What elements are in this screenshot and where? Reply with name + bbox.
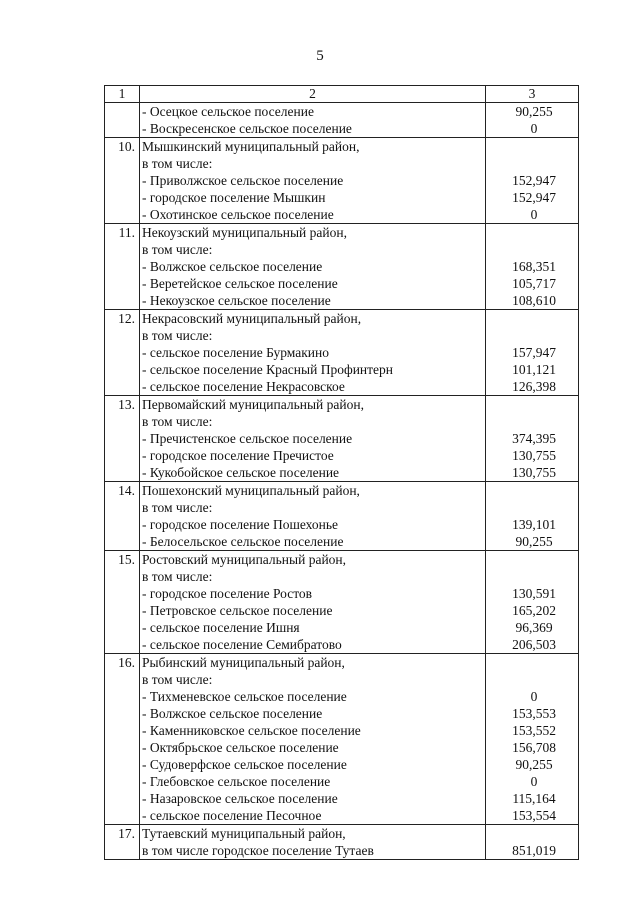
amount-value: 108,610 (512, 293, 556, 308)
amount-value: 90,255 (515, 104, 553, 119)
amount-value: 153,553 (512, 706, 556, 721)
row-number-cell (105, 482, 140, 551)
settlement-name: - городское поселение Ростов (142, 586, 313, 601)
row-number: 15. (118, 552, 135, 567)
amount-value: 130,755 (512, 465, 556, 480)
settlement-name: - Пречистенское сельское поселение (142, 431, 353, 446)
settlement-name: - Белосельское сельское поселение (142, 534, 344, 549)
amount-cell (486, 654, 579, 825)
settlements-table (104, 85, 579, 860)
amount-value: 0 (530, 774, 538, 789)
table-row (105, 224, 579, 310)
table-row (105, 551, 579, 654)
amount-value: 851,019 (512, 843, 556, 858)
row-number-cell (105, 310, 140, 396)
amount-value: 126,398 (512, 379, 556, 394)
amount-value: 152,947 (512, 190, 556, 205)
district-name: Тутаевский муниципальный район, (142, 826, 346, 841)
row-number-cell (105, 551, 140, 654)
district-name: Рыбинский муниципальный район, (142, 655, 345, 670)
amount-value: 153,552 (512, 723, 556, 738)
settlement-name: - Кукобойское сельское поселение (142, 465, 340, 480)
amount-value: 206,503 (512, 637, 556, 652)
district-name-cell (140, 825, 486, 860)
header-col-3: 3 (486, 86, 579, 103)
amount-value (486, 396, 578, 413)
district-name: Некоузский муниципальный район, (142, 225, 347, 240)
settlement-name: в том числе: (142, 672, 213, 687)
row-number: 17. (118, 826, 135, 841)
table-row (105, 396, 579, 482)
settlement-name: - Веретейское сельское поселение (142, 276, 338, 291)
settlement-name: - сельское поселение Ишня (142, 620, 300, 635)
district-name-cell (140, 551, 486, 654)
amount-value: 165,202 (512, 603, 556, 618)
row-number: 12. (118, 311, 135, 326)
amount-value: 152,947 (512, 173, 556, 188)
amount-value: 0 (530, 121, 538, 136)
settlement-name: - городское поселение Мышкин (142, 190, 326, 205)
district-name: Первомайский муниципальный район, (142, 397, 364, 412)
amount-value (486, 413, 578, 430)
amount-value (486, 310, 578, 327)
amount-cell (486, 551, 579, 654)
amount-cell (486, 103, 579, 138)
settlement-name: - сельское поселение Бурмакино (142, 345, 329, 360)
settlement-name: в том числе: (142, 242, 213, 257)
table-row (105, 825, 579, 860)
amount-value (486, 224, 578, 241)
settlement-name: - Октябрьское сельское поселение (142, 740, 339, 755)
district-name-cell (140, 103, 486, 138)
amount-cell (486, 396, 579, 482)
settlement-name: в том числе: (142, 500, 213, 515)
settlement-name: - Некоузское сельское поселение (142, 293, 331, 308)
row-number: 10. (118, 139, 135, 154)
amount-value (486, 825, 578, 842)
table-row (105, 482, 579, 551)
amount-value: 0 (530, 689, 538, 704)
row-number-cell (105, 396, 140, 482)
settlement-name: - Воскресенское сельское поселение (142, 121, 352, 136)
amount-value (486, 327, 578, 344)
amount-value: 157,947 (512, 345, 556, 360)
amount-value (486, 155, 578, 172)
amount-value (486, 138, 578, 155)
settlement-name: - Судоверфское сельское поселение (142, 757, 347, 772)
settlement-name: - сельское поселение Красный Профинтерн (142, 362, 394, 377)
settlement-name: - Волжское сельское поселение (142, 259, 323, 274)
settlement-name: в том числе: (142, 156, 213, 171)
amount-value: 139,101 (512, 517, 556, 532)
settlement-name: в том числе: (142, 414, 213, 429)
district-name-cell (140, 224, 486, 310)
settlement-name: в том числе городское поселение Тутаев (142, 843, 374, 858)
table-row (105, 138, 579, 224)
row-number-cell (105, 825, 140, 860)
district-name-cell (140, 396, 486, 482)
amount-cell (486, 138, 579, 224)
amount-cell (486, 482, 579, 551)
amount-value (486, 654, 578, 671)
row-number-cell (105, 138, 140, 224)
amount-value: 90,255 (515, 534, 553, 549)
row-number-cell (105, 103, 140, 138)
settlement-name: - Осецкое сельское поселение (142, 104, 314, 119)
amount-value: 130,755 (512, 448, 556, 463)
row-number: 16. (118, 655, 135, 670)
amount-value (486, 499, 578, 516)
settlement-name: - Глебовское сельское поселение (142, 774, 331, 789)
settlement-name: - городское поселение Пошехонье (142, 517, 339, 532)
row-number (105, 103, 139, 120)
row-number: 14. (118, 483, 135, 498)
header-col-1: 1 (105, 86, 140, 103)
amount-value: 96,369 (515, 620, 553, 635)
amount-cell (486, 224, 579, 310)
district-name: Мышкинский муниципальный район, (142, 139, 360, 154)
amount-value: 105,717 (512, 276, 556, 291)
table-row (105, 103, 579, 138)
amount-value (486, 671, 578, 688)
settlement-name: в том числе: (142, 569, 213, 584)
amount-value: 0 (530, 207, 538, 222)
table-header-row (105, 86, 579, 103)
amount-value (486, 241, 578, 258)
amount-value: 101,121 (512, 362, 556, 377)
district-name: Некрасовский муниципальный район, (142, 311, 362, 326)
district-name: Пошехонский муниципальный район, (142, 483, 360, 498)
row-number: 13. (118, 397, 135, 412)
settlement-name: - сельское поселение Песочное (142, 808, 322, 823)
header-col-2: 2 (140, 86, 486, 103)
district-name-cell (140, 138, 486, 224)
amount-value: 168,351 (512, 259, 556, 274)
row-number-cell (105, 654, 140, 825)
settlement-name: - Приволжское сельское поселение (142, 173, 344, 188)
settlement-name: - сельское поселение Семибратово (142, 637, 342, 652)
amount-value: 156,708 (512, 740, 556, 755)
district-name-cell (140, 482, 486, 551)
settlement-name: - Волжское сельское поселение (142, 706, 323, 721)
settlement-name: - Назаровское сельское поселение (142, 791, 338, 806)
table-row (105, 310, 579, 396)
amount-value (486, 482, 578, 499)
amount-value: 115,164 (512, 791, 556, 806)
settlement-name: в том числе: (142, 328, 213, 343)
amount-cell (486, 310, 579, 396)
amount-value (486, 551, 578, 568)
district-name-cell (140, 310, 486, 396)
row-number: 11. (118, 225, 135, 240)
settlement-name: - Каменниковское сельское поселение (142, 723, 361, 738)
amount-cell (486, 825, 579, 860)
amount-value: 374,395 (512, 431, 556, 446)
settlement-name: - Петровское сельское поселение (142, 603, 333, 618)
district-name: Ростовский муниципальный район, (142, 552, 347, 567)
table-row (105, 654, 579, 825)
amount-value: 153,554 (512, 808, 556, 823)
settlement-name: - Охотинское сельское поселение (142, 207, 334, 222)
settlement-name: - сельское поселение Некрасовское (142, 379, 345, 394)
amount-value (486, 568, 578, 585)
settlement-name: - Тихменевское сельское поселение (142, 689, 347, 704)
page-number: 5 (316, 48, 324, 64)
district-name-cell (140, 654, 486, 825)
row-number-cell (105, 224, 140, 310)
amount-value: 90,255 (515, 757, 553, 772)
settlement-name: - городское поселение Пречистое (142, 448, 334, 463)
amount-value: 130,591 (512, 586, 556, 601)
